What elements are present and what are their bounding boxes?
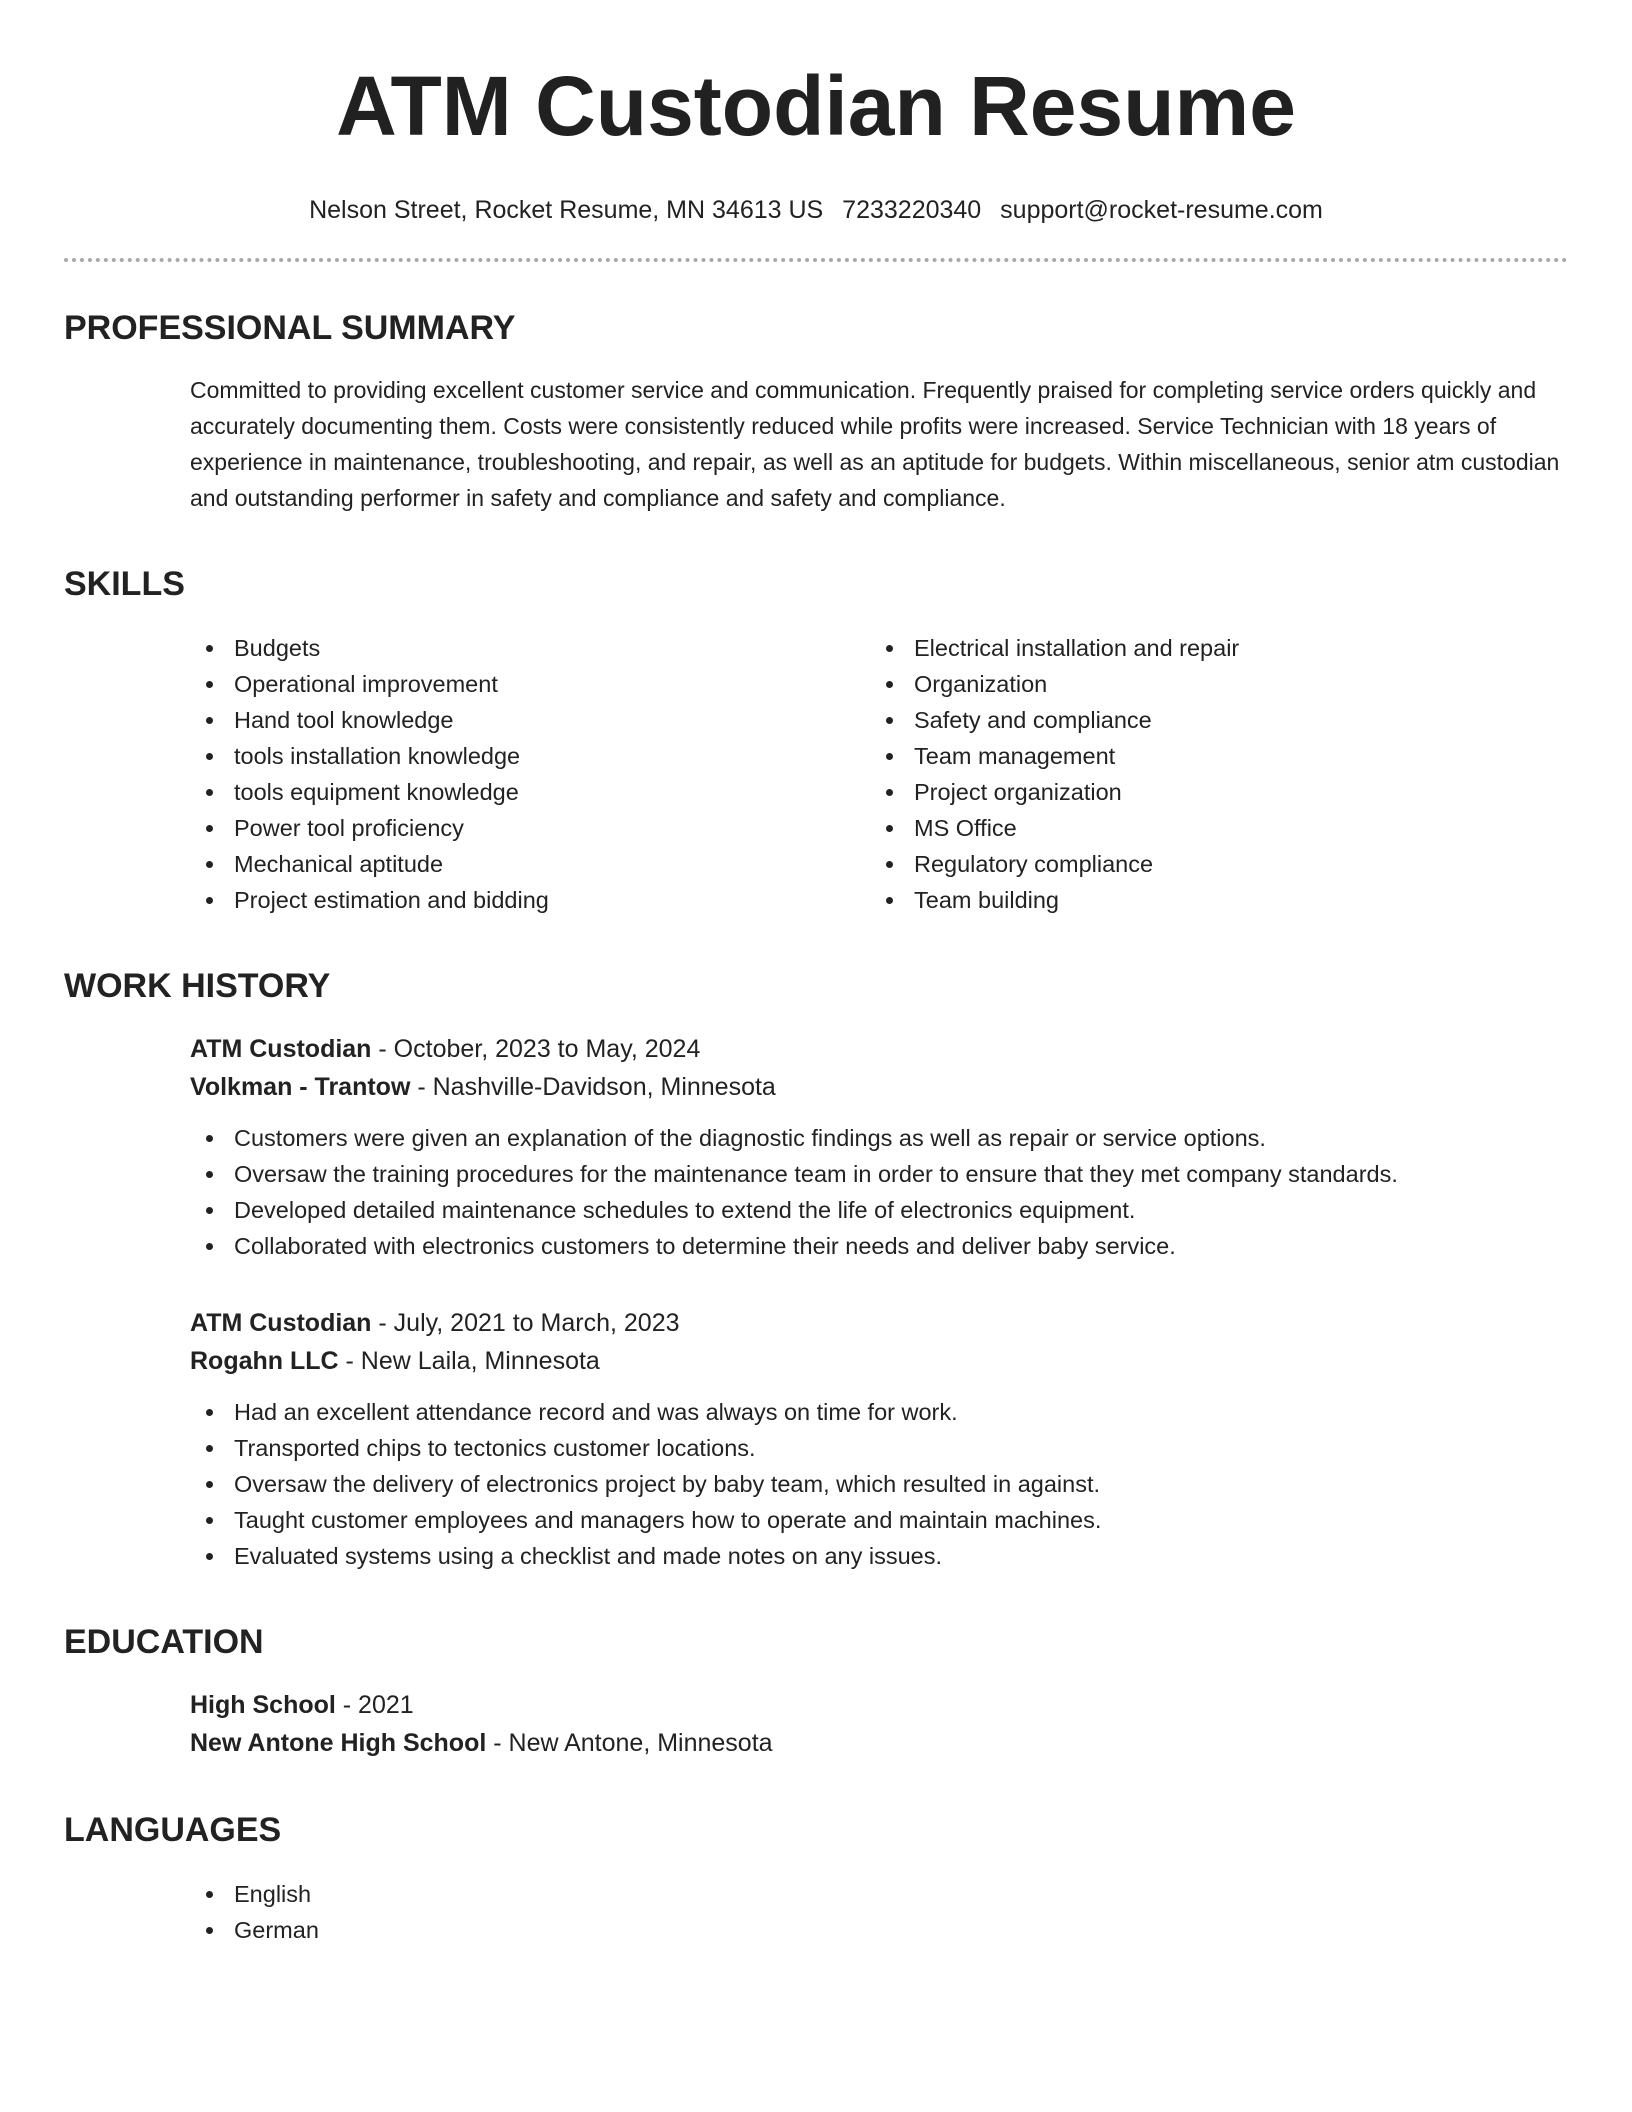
skills-list-left <box>190 630 870 918</box>
list-item: Had an excellent attendance record and was always on time for work. <box>190 1394 1568 1430</box>
list-item: Evaluated systems using a checklist and made notes on any issues. <box>190 1538 1568 1574</box>
job-dates: - July, 2021 to March, 2023 <box>371 1309 680 1337</box>
summary-heading: PROFESSIONAL SUMMARY <box>64 309 516 347</box>
education-school: New Antone High School <box>190 1729 487 1757</box>
list-item: Power tool proficiency <box>190 810 870 846</box>
job-company-line <box>190 1068 1568 1106</box>
list-item: tools installation knowledge <box>190 738 870 774</box>
job-dates: - October, 2023 to May, 2024 <box>371 1035 701 1063</box>
job-entry <box>190 1030 1568 1264</box>
job-title: ATM Custodian <box>190 1309 372 1337</box>
list-item: Collaborated with electronics customers to determine their needs and deliver baby service. <box>190 1228 1568 1264</box>
languages-list <box>190 1876 1568 1948</box>
education-degree-line <box>190 1686 1568 1724</box>
list-item: Project estimation and bidding <box>190 882 870 918</box>
list-item: tools equipment knowledge <box>190 774 870 810</box>
list-item: Safety and compliance <box>870 702 1550 738</box>
list-item: MS Office <box>870 810 1550 846</box>
skills-list-right <box>870 630 1550 918</box>
job-bullets <box>190 1120 1568 1264</box>
list-item: Operational improvement <box>190 666 870 702</box>
summary-text: Committed to providing excellent customer service and communication. Frequently praised for completing service orders quickly and accurately documenting them. Costs were consistently reduced while profits were increased. Service Technician with 18 years of experience in maintenance, troubleshooting, and repair, as well as an aptitude for budgets. Within miscellaneous, senior atm custodian and outstanding performer in safety and compliance and safety and compliance. <box>190 377 1560 511</box>
list-item: Budgets <box>190 630 870 666</box>
job-company-line <box>190 1342 1568 1380</box>
languages-heading: LANGUAGES <box>64 1811 282 1849</box>
list-item: Oversaw the training procedures for the maintenance team in order to ensure that they met company standards. <box>190 1156 1568 1192</box>
skills-columns <box>190 630 1568 918</box>
skills-heading: SKILLS <box>64 565 185 603</box>
education-degree: High School <box>190 1691 336 1719</box>
header-divider <box>64 258 1568 262</box>
list-item: Regulatory compliance <box>870 846 1550 882</box>
job-location: - New Laila, Minnesota <box>338 1347 600 1375</box>
list-item: Organization <box>870 666 1550 702</box>
list-item: Transported chips to tectonics customer locations. <box>190 1430 1568 1466</box>
job-title: ATM Custodian <box>190 1035 372 1063</box>
job-entry <box>190 1304 1568 1574</box>
list-item: German <box>190 1912 1568 1948</box>
job-title-line <box>190 1030 1568 1068</box>
list-item: Electrical installation and repair <box>870 630 1550 666</box>
list-item: Developed detailed maintenance schedules to extend the life of electronics equipment. <box>190 1192 1568 1228</box>
contact-line <box>64 194 1568 226</box>
education-entry <box>190 1686 1568 1762</box>
resume-title: ATM Custodian Resume <box>336 59 1296 153</box>
list-item: Hand tool knowledge <box>190 702 870 738</box>
education-school-line <box>190 1724 1568 1762</box>
list-item: Team building <box>870 882 1550 918</box>
contact-address: Nelson Street, Rocket Resume, MN 34613 US <box>309 196 824 224</box>
contact-phone: 7233220340 <box>842 196 982 224</box>
list-item: Project organization <box>870 774 1550 810</box>
list-item: Taught customer employees and managers how to operate and maintain machines. <box>190 1502 1568 1538</box>
job-company: Volkman - Trantow <box>190 1073 411 1101</box>
education-year: - 2021 <box>335 1691 414 1719</box>
list-item: Customers were given an explanation of the diagnostic findings as well as repair or service options. <box>190 1120 1568 1156</box>
education-location: - New Antone, Minnesota <box>486 1729 773 1757</box>
education-heading: EDUCATION <box>64 1623 264 1661</box>
resume-page <box>64 0 1568 1948</box>
list-item: Oversaw the delivery of electronics project by baby team, which resulted in against. <box>190 1466 1568 1502</box>
contact-email: support@rocket-resume.com <box>1000 196 1323 224</box>
list-item: English <box>190 1876 1568 1912</box>
job-company: Rogahn LLC <box>190 1347 339 1375</box>
list-item: Mechanical aptitude <box>190 846 870 882</box>
work-heading: WORK HISTORY <box>64 967 331 1005</box>
job-bullets <box>190 1394 1568 1574</box>
list-item: Team management <box>870 738 1550 774</box>
job-title-line <box>190 1304 1568 1342</box>
job-location: - Nashville-Davidson, Minnesota <box>410 1073 776 1101</box>
